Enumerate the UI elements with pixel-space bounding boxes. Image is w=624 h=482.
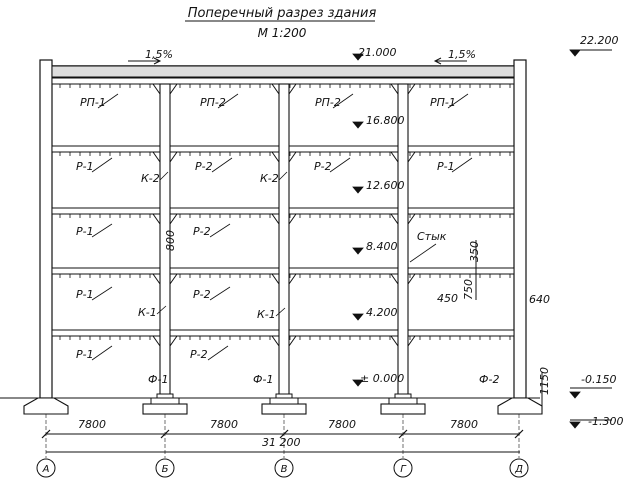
dim-350: 350 xyxy=(468,241,481,262)
foundation-label: Ф-2 xyxy=(479,373,500,386)
outer-wall-left xyxy=(40,60,52,398)
foundation-cap xyxy=(157,394,173,398)
dim-640: 640 xyxy=(529,293,550,306)
axis-label: Г xyxy=(400,464,406,475)
elevation-floor3: 8.400 xyxy=(366,240,398,253)
column-label: К-2 xyxy=(141,172,160,185)
elevation-marker xyxy=(570,50,580,56)
slab-label: РП-1 xyxy=(430,96,456,109)
foundation-step xyxy=(270,398,298,404)
roof-insulation xyxy=(52,66,514,77)
elevation-roof: 21.000 xyxy=(358,46,397,59)
slab-label: Р-1 xyxy=(76,160,94,173)
slab-label: Р-1 xyxy=(437,160,455,173)
wall-footing xyxy=(498,398,542,414)
elevation-ground: ± 0.000 xyxy=(360,372,405,385)
joint-label: Стык xyxy=(417,230,447,243)
elevation-marker xyxy=(570,392,580,398)
span-dimension: 7800 xyxy=(210,418,238,431)
foundation-base xyxy=(262,404,306,414)
slab-label: РП-2 xyxy=(200,96,226,109)
dim-800: 800 xyxy=(164,230,177,251)
slab-label: Р-2 xyxy=(193,225,211,238)
foundation-cap xyxy=(395,394,411,398)
roof-slope-left: 1,5% xyxy=(145,48,173,61)
slab-label: Р-2 xyxy=(314,160,332,173)
slab-label: Р-2 xyxy=(190,348,208,361)
slab-label: Р-2 xyxy=(193,288,211,301)
elevation-marker xyxy=(353,248,363,254)
outer-wall-right xyxy=(514,60,526,398)
elevation-roof-top: 22.200 xyxy=(580,34,619,47)
elevation-marker xyxy=(353,314,363,320)
slope-arrow-left xyxy=(128,58,160,64)
foundation-label: Ф-1 xyxy=(148,373,169,386)
foundation-step xyxy=(151,398,179,404)
elevation-floor2: 4.200 xyxy=(366,306,398,319)
column-label: К-2 xyxy=(260,172,279,185)
span-dimension: 7800 xyxy=(78,418,106,431)
slab-label: РП-1 xyxy=(80,96,106,109)
roof-slope-right: 1,5% xyxy=(448,48,476,61)
dim-450: 450 xyxy=(437,292,458,305)
foundation-cap xyxy=(276,394,292,398)
span-dimension: 7800 xyxy=(328,418,356,431)
elevation-grade: -0.150 xyxy=(581,373,617,386)
elevation-marker xyxy=(570,422,580,428)
span-dimension: 7800 xyxy=(450,418,478,431)
dim-1150: 1150 xyxy=(538,367,551,395)
slab-label: Р-1 xyxy=(76,225,94,238)
slab-label: РП-2 xyxy=(315,96,341,109)
column-label: К-1 xyxy=(257,308,276,321)
column-label: К-1 xyxy=(138,306,157,319)
elevation-marker xyxy=(353,122,363,128)
total-span-dimension: 31 200 xyxy=(262,436,301,449)
elevation-marker xyxy=(353,187,363,193)
dim-750: 750 xyxy=(462,279,475,300)
elevation-foundation: -1.300 xyxy=(588,415,624,428)
elevation-floor4: 12.600 xyxy=(366,179,405,192)
column xyxy=(279,84,289,404)
foundation-base xyxy=(381,404,425,414)
column xyxy=(398,84,408,404)
axis-label: Б xyxy=(161,464,169,475)
grid-axes xyxy=(37,459,528,477)
foundation-base xyxy=(143,404,187,414)
building-frame xyxy=(0,50,612,458)
axis-label: В xyxy=(280,464,288,475)
elevation-floor5: 16.800 xyxy=(366,114,405,127)
wall-footing xyxy=(24,398,68,414)
floor-slab xyxy=(52,78,514,84)
axis-label: Д xyxy=(515,464,523,475)
slab-label: Р-1 xyxy=(76,348,94,361)
foundation-label: Ф-1 xyxy=(253,373,274,386)
foundation-step xyxy=(389,398,417,404)
slab-label: Р-1 xyxy=(76,288,94,301)
drawing-title: Поперечный разрез здания xyxy=(187,6,377,21)
drawing-scale: М 1:200 xyxy=(257,26,307,40)
slab-label: Р-2 xyxy=(195,160,213,173)
axis-label: А xyxy=(42,464,50,475)
